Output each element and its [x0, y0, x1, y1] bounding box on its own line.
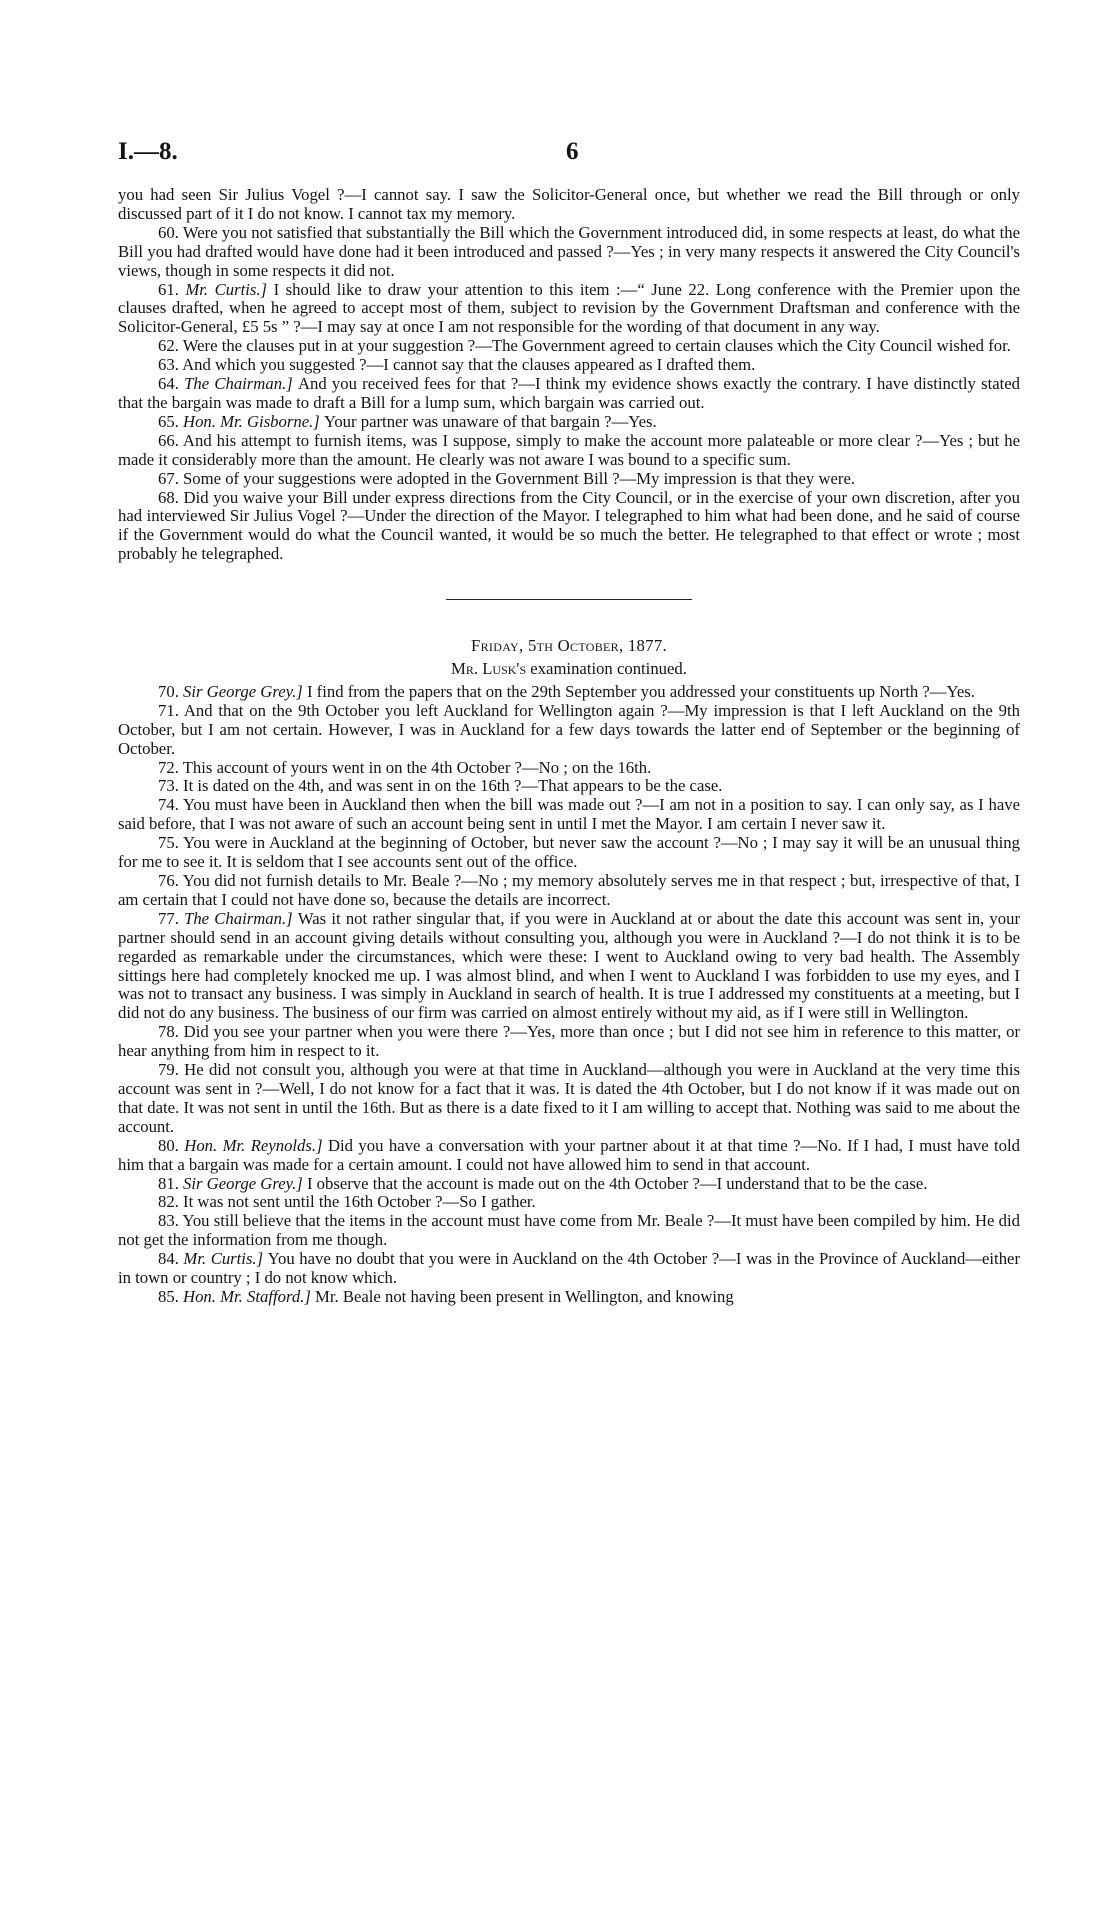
paragraph-block-b [118, 683, 1020, 1307]
question-number: 74. [158, 795, 183, 815]
question-paragraph [118, 702, 1020, 759]
paragraph-block-a [118, 186, 1020, 564]
question-text: Were the clauses put in at your suggestion ?—The Government agreed to certain clauses which the City Council wished for. [182, 336, 1011, 356]
speaker-name: Hon. Mr. Stafford.] [183, 1286, 315, 1306]
question-paragraph [118, 796, 1020, 834]
section-divider [446, 599, 692, 600]
date-heading: Friday, 5th October, 1877. [471, 636, 667, 656]
question-number: 71. [158, 700, 184, 720]
question-text: Did you see your partner when you were there ?—Yes, more than once ; but I did not see him in reference to this matter, or hear anything from him in respect to it. [118, 1022, 1021, 1061]
question-number: 61. [158, 279, 186, 299]
speaker-name: The Chairman.] [184, 908, 298, 928]
question-text: Were you not satisfied that substantially the Bill which the Government introduced did, in some respects at least, do what the Bill you had drafted would have done had it been introduced and passed ?—Yes ; in very many respects it answered the City Council's views, though in some respects it did not. [118, 222, 1020, 280]
speaker-name: Hon. Mr. Gisborne.] [183, 411, 324, 431]
speaker-name: Mr. Curtis.] [183, 1249, 268, 1269]
question-number: 65. [158, 411, 184, 431]
speaker-name: Mr. Curtis.] [185, 279, 274, 299]
question-text: This account of yours went in on the 4th October ?—No ; on the 16th. [182, 757, 652, 777]
page-header [118, 138, 1018, 172]
document-body [118, 186, 1020, 1307]
question-text: Your partner was unaware of that bargain ?—Yes. [323, 411, 657, 431]
question-text: And his attempt to furnish items, was I suppose, simply to make the account more palateable or more clear ?—Yes ; but he made it considerably more than the amount. He clearly was not aware I was bound to a specific sum. [118, 430, 1020, 469]
question-number: 64. [158, 374, 185, 394]
speaker-name: Sir George Grey.] [183, 1173, 307, 1193]
question-number: 66. [158, 430, 183, 450]
question-paragraph [118, 1061, 1020, 1137]
question-paragraph [118, 759, 1020, 778]
question-number: 73. [158, 776, 184, 796]
question-text: You did not furnish details to Mr. Beale ?—No ; my memory absolutely serves me in that respect ; but, irrespective of that, I am certain that I could not have done so, because the details are incorrect. [118, 871, 1020, 909]
question-paragraph [118, 1288, 1020, 1307]
question-paragraph [118, 337, 1020, 356]
question-number: 82. [158, 1192, 184, 1212]
question-paragraph [118, 470, 1020, 489]
question-number: 60. [158, 222, 183, 242]
question-text: You have no doubt that you were in Auckland on the 4th October ?—I was in the Province of Auckland—either in town or country ; I do not know which. [118, 1249, 1020, 1288]
question-paragraph [118, 1250, 1020, 1288]
question-text: It was not sent until the 16th October ?—So I gather. [183, 1192, 536, 1212]
continued-paragraph [118, 186, 1020, 224]
question-text: Mr. Beale not having been present in Wellington, and knowing [315, 1286, 734, 1306]
question-text: You were in Auckland at the beginning of October, but never saw the account ?—No ; I may say it will be an unusual thing for me to see it. It is seldom that I see accounts sent out of the office. [118, 833, 1020, 872]
question-text: Some of your suggestions were adopted in the Government Bill ?—My impression is that they were. [183, 468, 856, 488]
question-paragraph [118, 1193, 1020, 1212]
question-number: 62. [158, 336, 183, 356]
question-number: 77. [158, 908, 185, 928]
question-text: I observe that the account is made out on the 4th October ?—I understand that to be the case. [306, 1173, 928, 1193]
question-paragraph [118, 432, 1020, 470]
question-paragraph [118, 683, 1020, 702]
question-text: I find from the papers that on the 29th September you addressed your constituents up North ?—Yes. [306, 681, 975, 701]
question-paragraph [118, 1175, 1020, 1194]
question-paragraph [118, 281, 1020, 338]
question-text: You still believe that the items in the account must have come from Mr. Beale ?—It must have been compiled by him. He did not get the information from me though. [118, 1211, 1020, 1250]
question-text: He did not consult you, although you were at that time in Auckland—although you were in Auckland at the very time this account was sent in ?—Well, I do not know for a fact that it was. It is dated the 4th October, but I do not know if it was made out on that date. It was not sent in until the 16th. But as there is a date fixed to it I am willing to accept that. Nothing was said to me about the account. [118, 1060, 1020, 1136]
question-number: 67. [158, 468, 184, 488]
question-number: 75. [158, 833, 184, 853]
question-number: 83. [158, 1211, 183, 1231]
speaker-name: Sir George Grey.] [183, 681, 307, 701]
question-text: Did you have a conversation with your partner about it at that time ?—No. If I had, I must have told him that a bargain was made for a certain amount. I could not have allowed him to send in that account. [118, 1135, 1021, 1174]
examination-subheading [118, 660, 1020, 679]
question-paragraph [118, 910, 1020, 1023]
page-number: 6 [566, 138, 579, 165]
question-paragraph [118, 224, 1020, 281]
question-number: 63. [158, 355, 183, 375]
question-number: 79. [158, 1060, 185, 1080]
question-number: 72. [158, 757, 183, 777]
question-paragraph [118, 413, 1020, 432]
question-text: Was it not rather singular that, if you were in Auckland at or about the date this account was sent in, your partner should send in an account giving details without consulting you, although you were in Auckland ?—I do not think it is to be regarded as remarkable under the circumstances, which were these: I went to Auckland owing to very bad health. The Assembly sittings here had completely knocked me up. I was almost blind, and when I went to Auckland I was forbidden to use my eyes, and I was not to transact any business. I was simply in Auckland in search of health. It is true I addressed my constituents at a meeting, but I did not do any business. The business of our firm was carried on almost entirely without my aid, as if I were still in Wellington. [118, 908, 1021, 1023]
question-number: 81. [158, 1173, 184, 1193]
witness-name: Mr. Lusk's [451, 659, 527, 679]
question-text: Did you waive your Bill under express directions from the City Council, or in the exercise of your own discretion, after you had interviewed Sir Julius Vogel ?—Under the direction of the Mayor. I telegraphed to him what had been done, and he said of course if the Government would do what the Council wanted, it would be so much the better. He telegraphed to that effect or wrote ; most probably he telegraphed. [118, 487, 1020, 564]
question-text: And that on the 9th October you left Auckland for Wellington again ?—My impression is that I left Auckland on the 9th October, but I am not certain. However, I was in Auckland for a few days towards the latter end of September or the beginning of October. [118, 700, 1020, 758]
question-text: And you received fees for that ?—I think my evidence shows exactly the contrary. I have distinctly stated that the bargain was made to draft a Bill for a lump sum, which bargain was carried out. [118, 374, 1021, 412]
question-number: 70. [158, 681, 184, 701]
question-text: And which you suggested ?—I cannot say that the clauses appeared as I drafted them. [182, 355, 756, 375]
question-paragraph [118, 375, 1020, 413]
question-paragraph [118, 777, 1020, 796]
speaker-name: The Chairman.] [184, 374, 298, 394]
question-number: 68. [158, 487, 184, 507]
question-paragraph [118, 489, 1020, 565]
question-number: 84. [158, 1249, 184, 1269]
question-number: 85. [158, 1286, 184, 1306]
question-paragraph [118, 872, 1020, 910]
question-number: 80. [158, 1135, 185, 1155]
question-number: 76. [158, 871, 183, 890]
question-paragraph [118, 1212, 1020, 1250]
subheading-text: examination continued. [526, 659, 687, 679]
question-text: It is dated on the 4th, and was sent in on the 16th ?—That appears to be the case. [183, 776, 723, 796]
question-number: 78. [158, 1022, 184, 1042]
question-text: You must have been in Auckland then when the bill was made out ?—I am not in a position to say. I can only say, as I have said before, that I was not aware of such an account being sent in until I met the Mayor. I am certain I never saw it. [118, 795, 1020, 834]
document-reference: I.—8. [118, 138, 178, 165]
question-paragraph [118, 1137, 1020, 1175]
question-text: I should like to draw your attention to this item :—“ June 22. Long conference with the Premier upon the clauses drafted, when he agreed to accept most of them, subject to revision by the Government Draftsman and conference with the Solicitor-General, £5 5s ” ?—I may say at once I am not responsible for the wording of that document in any way. [118, 279, 1020, 337]
speaker-name: Hon. Mr. Reynolds.] [184, 1135, 328, 1155]
question-paragraph [118, 356, 1020, 375]
answer-text: you had seen Sir Julius Vogel ?—I cannot say. I saw the Solicitor-General once, but whether we read the Bill through or only discussed part of it I do not know. I cannot tax my memory. [118, 185, 1020, 223]
question-paragraph [118, 834, 1020, 872]
question-paragraph [118, 1023, 1020, 1061]
